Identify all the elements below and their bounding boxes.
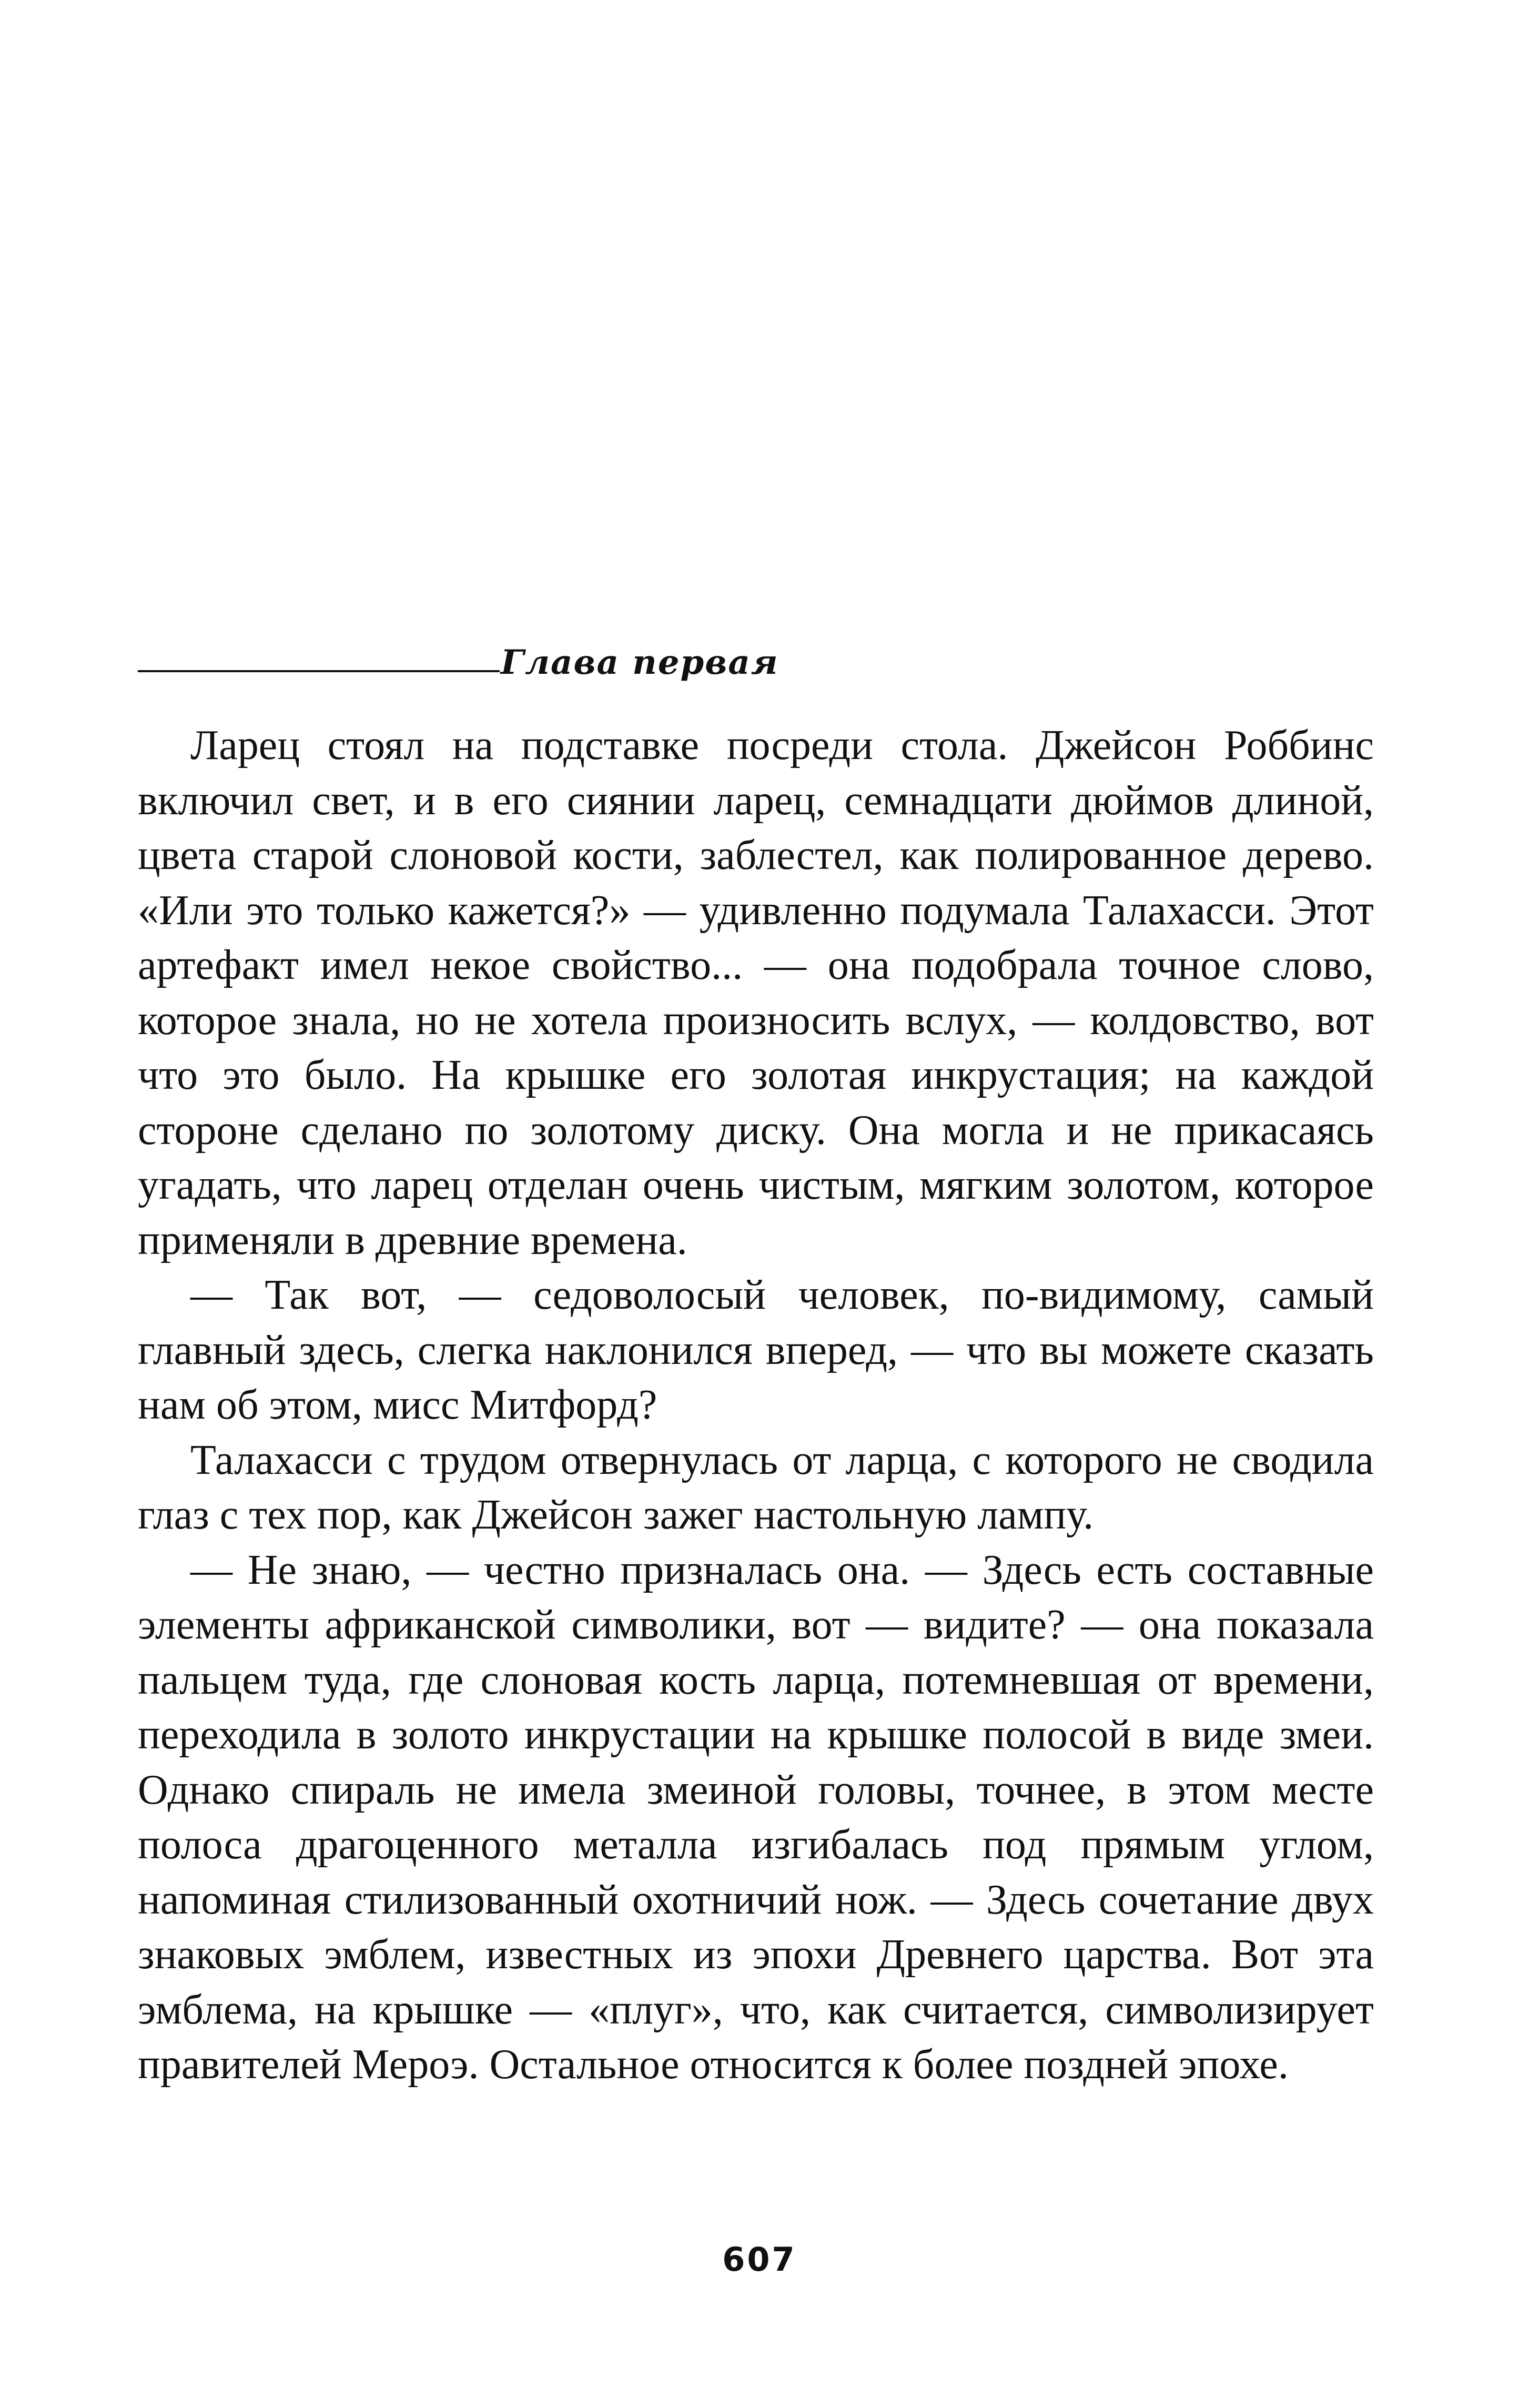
paragraph: — Не знаю, — честно призналась она. — Здесь есть составные элементы африканской символики, вот — видите? — она показала пальцем туда, где слоновая кость ларца, потемневшая от времени, переходила в золото инкрустации на крышке полосой в виде змеи. Однако спираль не имела змеиной головы, точнее, в этом месте полоса драгоценного металла изгибалась под прямым углом, напоминая стилизованный охотничий нож. — Здесь сочетание двух знаковых эмблем, известных из эпохи Древнего царства. Вот эта эмблема, на крышке — «плуг», что, как считается, символизирует правителей Мероэ. Остальное относится к более поздней эпохе. — [138, 1546, 1374, 2088]
page-number: 607 — [722, 2240, 797, 2279]
body-text — [138, 718, 1374, 2092]
chapter-title: Глава первая — [501, 643, 779, 682]
paragraph: Ларец стоял на подставке посреди стола. Джейсон Роббинс включил свет, и в его сиянии ларец, семнадцати дюймов длиной, цвета старой слоновой кости, заблестел, как полированное дерево. «Или это только кажется?» — удивленно подумала Талахасси. Этот артефакт имел некое свойство... — она подобрала точное слово, которое знала, но не хотела произносить вслух, — колдовство, вот что это было. На крышке его золотая инкрустация; на каждой стороне сделано по золотому диску. Она могла и не прикасаясь угадать, что ларец отделан очень чистым, мягким золотом, которое применяли в древние времена. — [138, 722, 1374, 1263]
paragraph: — Так вот, — седоволосый человек, по-видимому, самый главный здесь, слегка наклонился вперед, — что вы можете сказать нам об этом, мисс Митфорд? — [138, 1272, 1374, 1428]
chapter-heading-rule — [138, 670, 500, 672]
chapter-heading — [138, 642, 864, 689]
paragraph: Талахасси с трудом отвернулась от ларца, с которого не сводила глаз с тех пор, как Джейсон зажег настольную лампу. — [138, 1436, 1374, 1538]
